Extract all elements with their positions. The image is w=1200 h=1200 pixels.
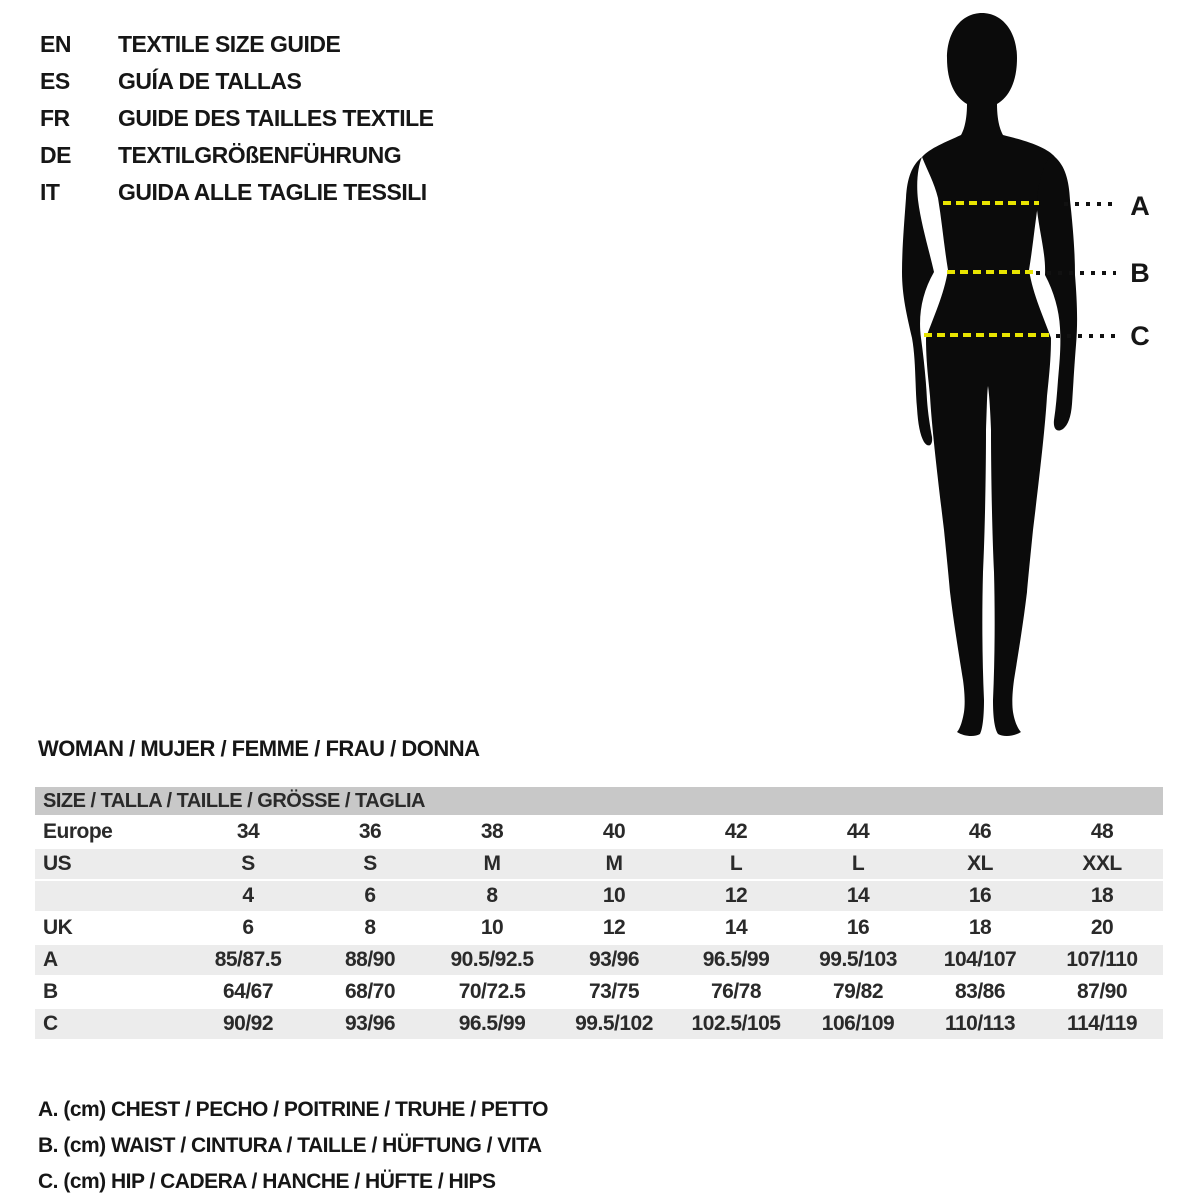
size-value-cell: 14 (724, 916, 748, 939)
size-value-cell: 107/110 (1066, 948, 1138, 971)
guide-title-es: GUÍA DE TALLAS (118, 68, 302, 94)
size-value-cell: 104/107 (943, 948, 1017, 971)
size-value-cell: 88/90 (344, 948, 396, 971)
language-row (40, 174, 434, 211)
row-label: C (43, 1012, 58, 1035)
size-value-cell: M (605, 852, 623, 875)
size-value-cell: 38 (480, 820, 504, 843)
size-value-cell: 73/75 (588, 980, 640, 1003)
waist-measure-line (947, 270, 1033, 274)
size-value-cell: 99.5/102 (575, 1012, 653, 1035)
size-value-cell: 18 (968, 916, 992, 939)
size-value-cell: 76/78 (710, 980, 762, 1003)
silhouette-left-arm (902, 157, 934, 445)
size-value-cell: 106/109 (821, 1012, 895, 1035)
size-value-cell: 79/82 (832, 980, 884, 1003)
size-value-cell: 110/113 (944, 1012, 1016, 1035)
marker-label-chest: A (1130, 191, 1150, 221)
size-value-cell: 68/70 (344, 980, 396, 1003)
language-row (40, 63, 434, 100)
size-value-cell: 46 (968, 820, 992, 843)
language-title-list (40, 26, 434, 211)
size-value-cell: 4 (242, 884, 254, 907)
size-value-cell: M (483, 852, 501, 875)
size-value-cell: 48 (1090, 820, 1114, 843)
size-value-cell: 42 (724, 820, 748, 843)
size-value-cell: 6 (364, 884, 376, 907)
waist-pointer-line (1036, 271, 1116, 275)
size-value-cell: 90/92 (222, 1012, 274, 1035)
size-value-cell: 10 (480, 916, 504, 939)
size-value-cell: 87/90 (1076, 980, 1128, 1003)
size-value-cell: 102.5/105 (691, 1012, 781, 1035)
row-label: UK (43, 916, 73, 939)
size-value-cell: 114/119 (1066, 1012, 1138, 1035)
language-code: FR (40, 105, 70, 131)
size-table (35, 787, 1163, 1041)
size-value-cell: 16 (846, 916, 870, 939)
size-value-cell: 44 (846, 820, 870, 843)
row-label: US (43, 852, 72, 875)
size-value-cell: S (363, 852, 377, 875)
language-row (40, 26, 434, 63)
language-code: ES (40, 68, 70, 94)
size-value-cell: 93/96 (588, 948, 640, 971)
hip-measure-line (924, 333, 1050, 337)
size-value-cell: 14 (846, 884, 870, 907)
row-label: A (43, 948, 58, 971)
language-row (40, 137, 434, 174)
size-table-header: SIZE / TALLA / TAILLE / GRÖSSE / TAGLIA (35, 787, 1163, 815)
chest-pointer-line (1064, 202, 1116, 206)
size-value-cell: 64/67 (222, 980, 274, 1003)
marker-label-waist: B (1130, 258, 1150, 288)
hip-pointer-line (1056, 334, 1116, 338)
woman-silhouette (870, 0, 1170, 740)
guide-title-fr: GUIDE DES TAILLES TEXTILE (118, 105, 434, 131)
language-row (40, 100, 434, 137)
size-table-row (35, 817, 1163, 849)
size-table-body (35, 817, 1163, 1041)
language-code: IT (40, 179, 60, 205)
size-value-cell: 18 (1090, 884, 1114, 907)
size-value-cell: 12 (602, 916, 626, 939)
guide-title-it: GUIDA ALLE TAGLIE TESSILI (118, 179, 427, 205)
size-table-row (35, 1009, 1163, 1041)
section-title-woman: WOMAN / MUJER / FEMME / FRAU / DONNA (38, 736, 480, 761)
size-value-cell: 70/72.5 (458, 980, 526, 1003)
size-value-cell: 20 (1090, 916, 1114, 939)
size-table-row (35, 977, 1163, 1009)
marker-label-hip: C (1130, 321, 1150, 351)
size-value-cell: 96.5/99 (702, 948, 770, 971)
size-value-cell: 90.5/92.5 (450, 948, 534, 971)
size-value-cell: 93/96 (344, 1012, 396, 1035)
legend-chest: A. (cm) CHEST / PECHO / POITRINE / TRUHE / PETTO (38, 1098, 549, 1121)
size-value-cell: 10 (602, 884, 626, 907)
size-value-cell: 34 (236, 820, 260, 843)
size-table-row (35, 945, 1163, 977)
size-value-cell: 40 (602, 820, 626, 843)
size-value-cell: 8 (486, 884, 498, 907)
size-value-cell: XL (967, 852, 993, 875)
size-value-cell: L (729, 852, 743, 875)
size-value-cell: 36 (358, 820, 382, 843)
guide-title-en: TEXTILE SIZE GUIDE (118, 31, 341, 57)
size-value-cell: S (241, 852, 255, 875)
size-value-cell: 16 (968, 884, 992, 907)
language-code: EN (40, 31, 71, 57)
size-value-cell: XXL (1082, 852, 1122, 875)
chest-measure-line (943, 201, 1039, 205)
measurement-legend (38, 1092, 548, 1200)
size-value-cell: 85/87.5 (214, 948, 282, 971)
language-code: DE (40, 142, 71, 168)
size-value-cell: 83/86 (954, 980, 1006, 1003)
guide-title-de: TEXTILGRÖßENFÜHRUNG (118, 142, 402, 168)
size-value-cell: L (851, 852, 865, 875)
size-value-cell: 6 (242, 916, 254, 939)
size-value-cell: 96.5/99 (458, 1012, 526, 1035)
size-table-row (35, 849, 1163, 881)
size-table-row (35, 913, 1163, 945)
silhouette-body (922, 13, 1055, 736)
row-label: B (43, 980, 58, 1003)
size-value-cell: 8 (364, 916, 376, 939)
size-table-row (35, 881, 1163, 913)
legend-waist: B. (cm) WAIST / CINTURA / TAILLE / HÜFTUNG / VITA (38, 1134, 542, 1157)
legend-hip: C. (cm) HIP / CADERA / HANCHE / HÜFTE / HIPS (38, 1170, 496, 1193)
row-label: Europe (43, 820, 113, 843)
size-value-cell: 99.5/103 (819, 948, 897, 971)
size-value-cell: 12 (724, 884, 748, 907)
